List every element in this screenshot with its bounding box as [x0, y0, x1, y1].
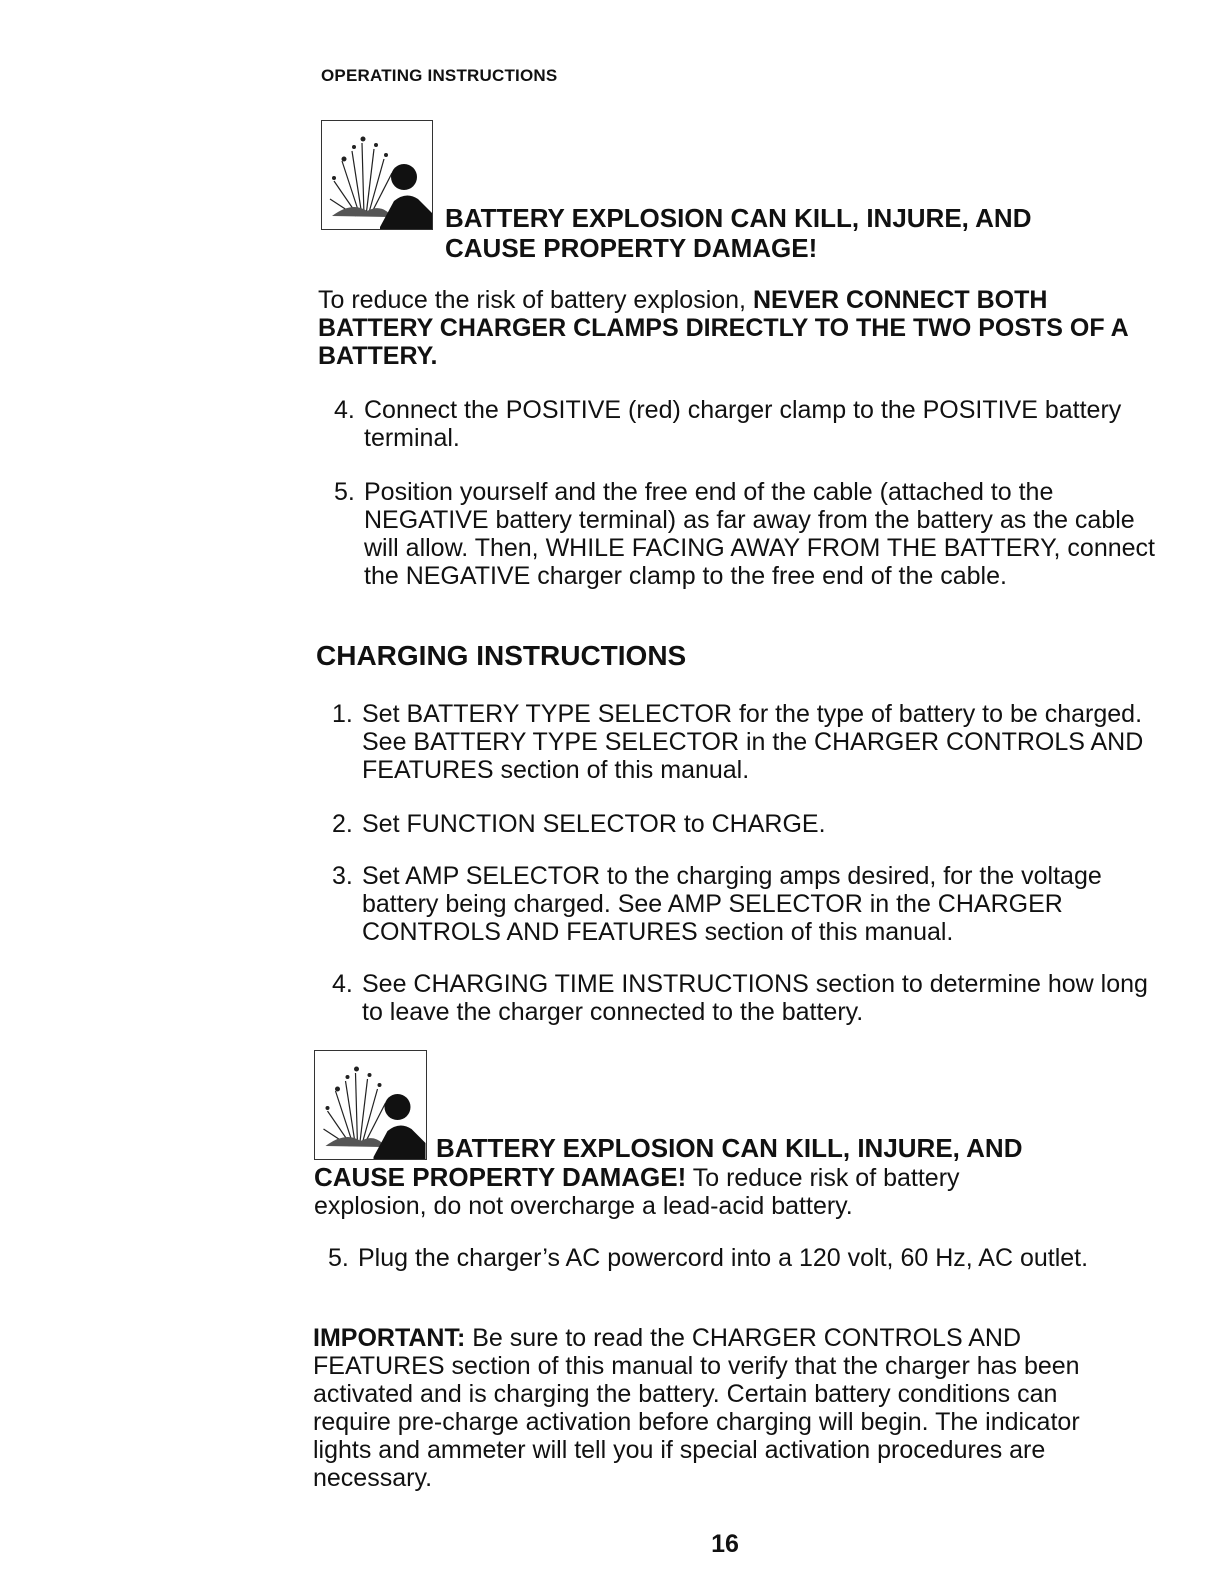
warning-paragraph: BATTERY EXPLOSION CAN KILL, INJURE, AND CAUSE PROPERTY DAMAGE! To reduce risk of battery explosion, do not overcharge a lead-acid battery. [314, 1133, 1023, 1220]
explosion-warning-icon [321, 120, 433, 230]
operating-step-4: 4. Connect the POSITIVE (red) charger clamp to the POSITIVE battery terminal. [334, 396, 1122, 452]
charging-step-2: 2. Set FUNCTION SELECTOR to CHARGE. [332, 810, 826, 838]
section-heading: CHARGING INSTRUCTIONS [316, 640, 687, 671]
charging-step-4: 4. See CHARGING TIME INSTRUCTIONS section to determine how long to leave the charger connected to the battery. [332, 970, 1148, 1026]
page-number: 16 [711, 1530, 739, 1558]
charging-step-5: 5. Plug the charger’s AC powercord into a 120 volt, 60 Hz, AC outlet. [328, 1244, 1089, 1272]
section-label: OPERATING INSTRUCTIONS [321, 66, 558, 85]
important-note: IMPORTANT: Be sure to read the CHARGER CONTROLS AND FEATURES section of this manual to verify that the charger has been activated and is charging the battery. Certain battery conditions can require pre-charge activation before charging will begin. The indicator lights and ammeter will tell you if special activation procedures are necessary. [313, 1324, 1080, 1492]
charging-step-3: 3. Set AMP SELECTOR to the charging amps desired, for the voltage battery being charged. See AMP SELECTOR in the CHARGER CONTROLS AND FEATURES section of this manual. [332, 862, 1102, 946]
caution-paragraph: To reduce the risk of battery explosion, NEVER CONNECT BOTH BATTERY CHARGER CLAMPS DIRECTLY TO THE TWO POSTS OF A BATTERY. [318, 286, 1128, 370]
warning-title: BATTERY EXPLOSION CAN KILL, INJURE, AND CAUSE PROPERTY DAMAGE! [445, 203, 1032, 263]
operating-step-5: 5. Position yourself and the free end of the cable (attached to the NEGATIVE battery terminal) as far away from the battery as the cable will allow. Then, WHILE FACING AWAY FROM THE BATTERY, connect the NEGATIVE charger clamp to the free end of the cable. [334, 478, 1155, 590]
charging-step-1: 1. Set BATTERY TYPE SELECTOR for the type of battery to be charged. See BATTERY TYPE SELECTOR in the CHARGER CONTROLS AND FEATURES section of this manual. [332, 700, 1144, 784]
